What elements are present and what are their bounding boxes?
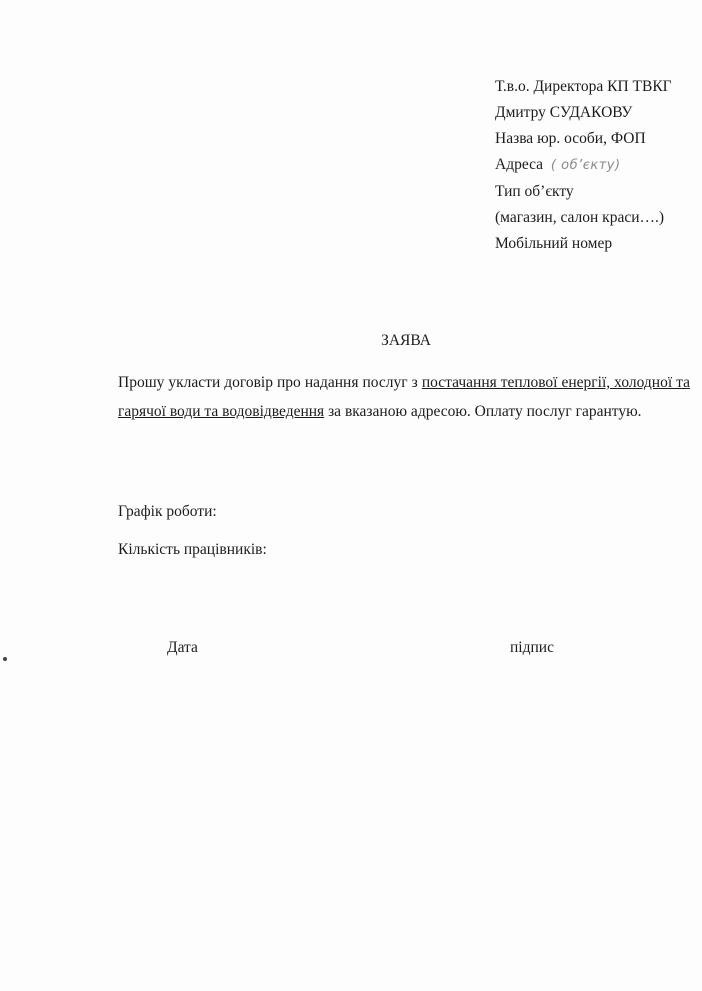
- document-title: ЗАЯВА: [381, 332, 431, 349]
- object-type-label: Тип об’єкту: [495, 183, 574, 200]
- signature-label: підпис: [510, 639, 554, 656]
- address-line: [495, 152, 695, 179]
- addressee-block: [495, 74, 695, 257]
- scan-speck: [3, 657, 7, 661]
- address-handwritten-note: ( об’єкту): [550, 158, 621, 173]
- employee-count-label: Кількість працівників:: [118, 541, 267, 558]
- request-text-start: Прошу укласти договір про надання послуг з: [118, 374, 418, 391]
- address-label: Адреса: [495, 156, 544, 173]
- work-schedule-label: Графік роботи:: [118, 503, 217, 520]
- addressee-position: Т.в.о. Директора КП ТВКГ: [495, 78, 672, 95]
- request-text-end: за вказаною адресою. Оплату послуг гарантую.: [328, 403, 642, 420]
- addressee-name: Дмитру СУДАКОВУ: [495, 104, 633, 121]
- object-type-examples: (магазин, салон краси….): [495, 209, 665, 226]
- services-underlined: постачання теплової енергії, холодної та гарячої води та водовідведення: [118, 374, 691, 420]
- date-label: Дата: [167, 639, 198, 656]
- mobile-number-label: Мобільний номер: [495, 235, 613, 252]
- request-paragraph: [118, 368, 690, 426]
- legal-entity-label: Назва юр. особи, ФОП: [495, 130, 646, 147]
